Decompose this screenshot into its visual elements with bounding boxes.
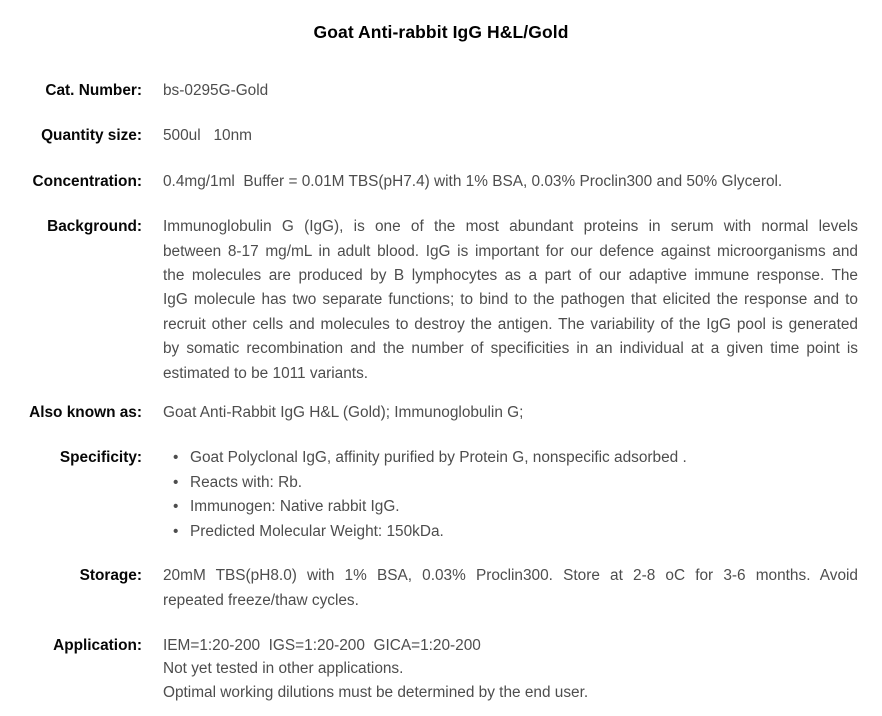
bullet-icon: •	[173, 449, 179, 467]
field-value-quantity-size: 500ul 10nm	[163, 127, 252, 145]
field-row-cat-number	[0, 79, 882, 103]
list-item	[163, 446, 858, 470]
field-label-specificity: Specificity:	[59, 449, 142, 467]
paragraph-line: 20mM TBS(pH8.0) with 1% BSA, 0.03% Proclin300. Store at 2-8 oC for 3-6 months. Avoid	[163, 567, 858, 585]
paragraph-line: Optimal working dilutions must be determined by the end user.	[163, 683, 589, 701]
field-row-background	[0, 215, 882, 386]
page-title: Goat Anti-rabbit IgG H&L/Gold	[313, 22, 569, 42]
field-value-also-known-as: Goat Anti-Rabbit IgG H&L (Gold); Immunoglobulin G;	[163, 404, 524, 422]
specificity-list	[163, 446, 858, 544]
bullet-icon: •	[173, 473, 179, 491]
paragraph-line: the molecules are produced by B lymphocytes as a part of our adaptive immune response. The	[163, 267, 858, 285]
field-label-storage: Storage:	[79, 567, 142, 585]
paragraph-line: between 8-17 mg/mL in adult blood. IgG is important for our defence against microorganisms and	[163, 242, 858, 260]
list-item-text: Immunogen: Native rabbit IgG.	[190, 498, 400, 516]
field-row-storage	[0, 564, 882, 613]
paragraph-line: Immunoglobulin G (IgG), is one of the most abundant proteins in serum with normal levels	[163, 218, 858, 236]
paragraph-line: recruit other cells and molecules to destroy the antigen. The variability of the IgG pool is generated	[163, 315, 858, 333]
field-label-application: Application:	[53, 636, 142, 654]
paragraph-line: estimated to be 1011 variants.	[163, 364, 369, 382]
field-label-cat-number: Cat. Number:	[45, 82, 142, 99]
bullet-icon: •	[173, 522, 179, 540]
list-item-text: Predicted Molecular Weight: 150kDa.	[190, 522, 444, 540]
paragraph-line: repeated freeze/thaw cycles.	[163, 591, 359, 609]
paragraph-line: Not yet tested in other applications.	[163, 660, 404, 678]
list-item-text: Reacts with: Rb.	[190, 473, 303, 491]
bullet-icon: •	[173, 498, 179, 516]
field-row-concentration	[0, 170, 882, 194]
field-value-cat-number: bs-0295G-Gold	[163, 82, 269, 99]
field-label-quantity-size: Quantity size:	[41, 127, 142, 145]
field-row-application	[0, 634, 882, 704]
paragraph-line: IEM=1:20-200 IGS=1:20-200 GICA=1:20-200	[163, 636, 481, 654]
paragraph-line: IgG molecule has two separate functions; to bind to the pathogen that elicited the response and to	[163, 291, 858, 309]
field-row-also-known-as	[0, 401, 882, 425]
list-item	[163, 520, 858, 544]
field-label-background: Background:	[47, 218, 142, 236]
paragraph-line: by somatic recombination and the number of specificities in an individual at a given time point is	[163, 340, 858, 358]
field-value-storage	[163, 564, 858, 613]
field-row-quantity-size	[0, 124, 882, 148]
field-row-specificity	[0, 446, 882, 544]
field-label-concentration: Concentration:	[32, 172, 142, 190]
list-item	[163, 495, 858, 519]
field-label-also-known-as: Also known as:	[29, 404, 142, 422]
datasheet-fields	[0, 79, 882, 704]
field-value-concentration: 0.4mg/1ml Buffer = 0.01M TBS(pH7.4) with 1% BSA, 0.03% Proclin300 and 50% Glycerol.	[163, 172, 783, 190]
list-item	[163, 471, 858, 495]
field-value-application	[163, 634, 858, 704]
list-item-text: Goat Polyclonal IgG, affinity purified by Protein G, nonspecific adsorbed .	[190, 449, 687, 467]
field-value-background	[163, 215, 858, 386]
